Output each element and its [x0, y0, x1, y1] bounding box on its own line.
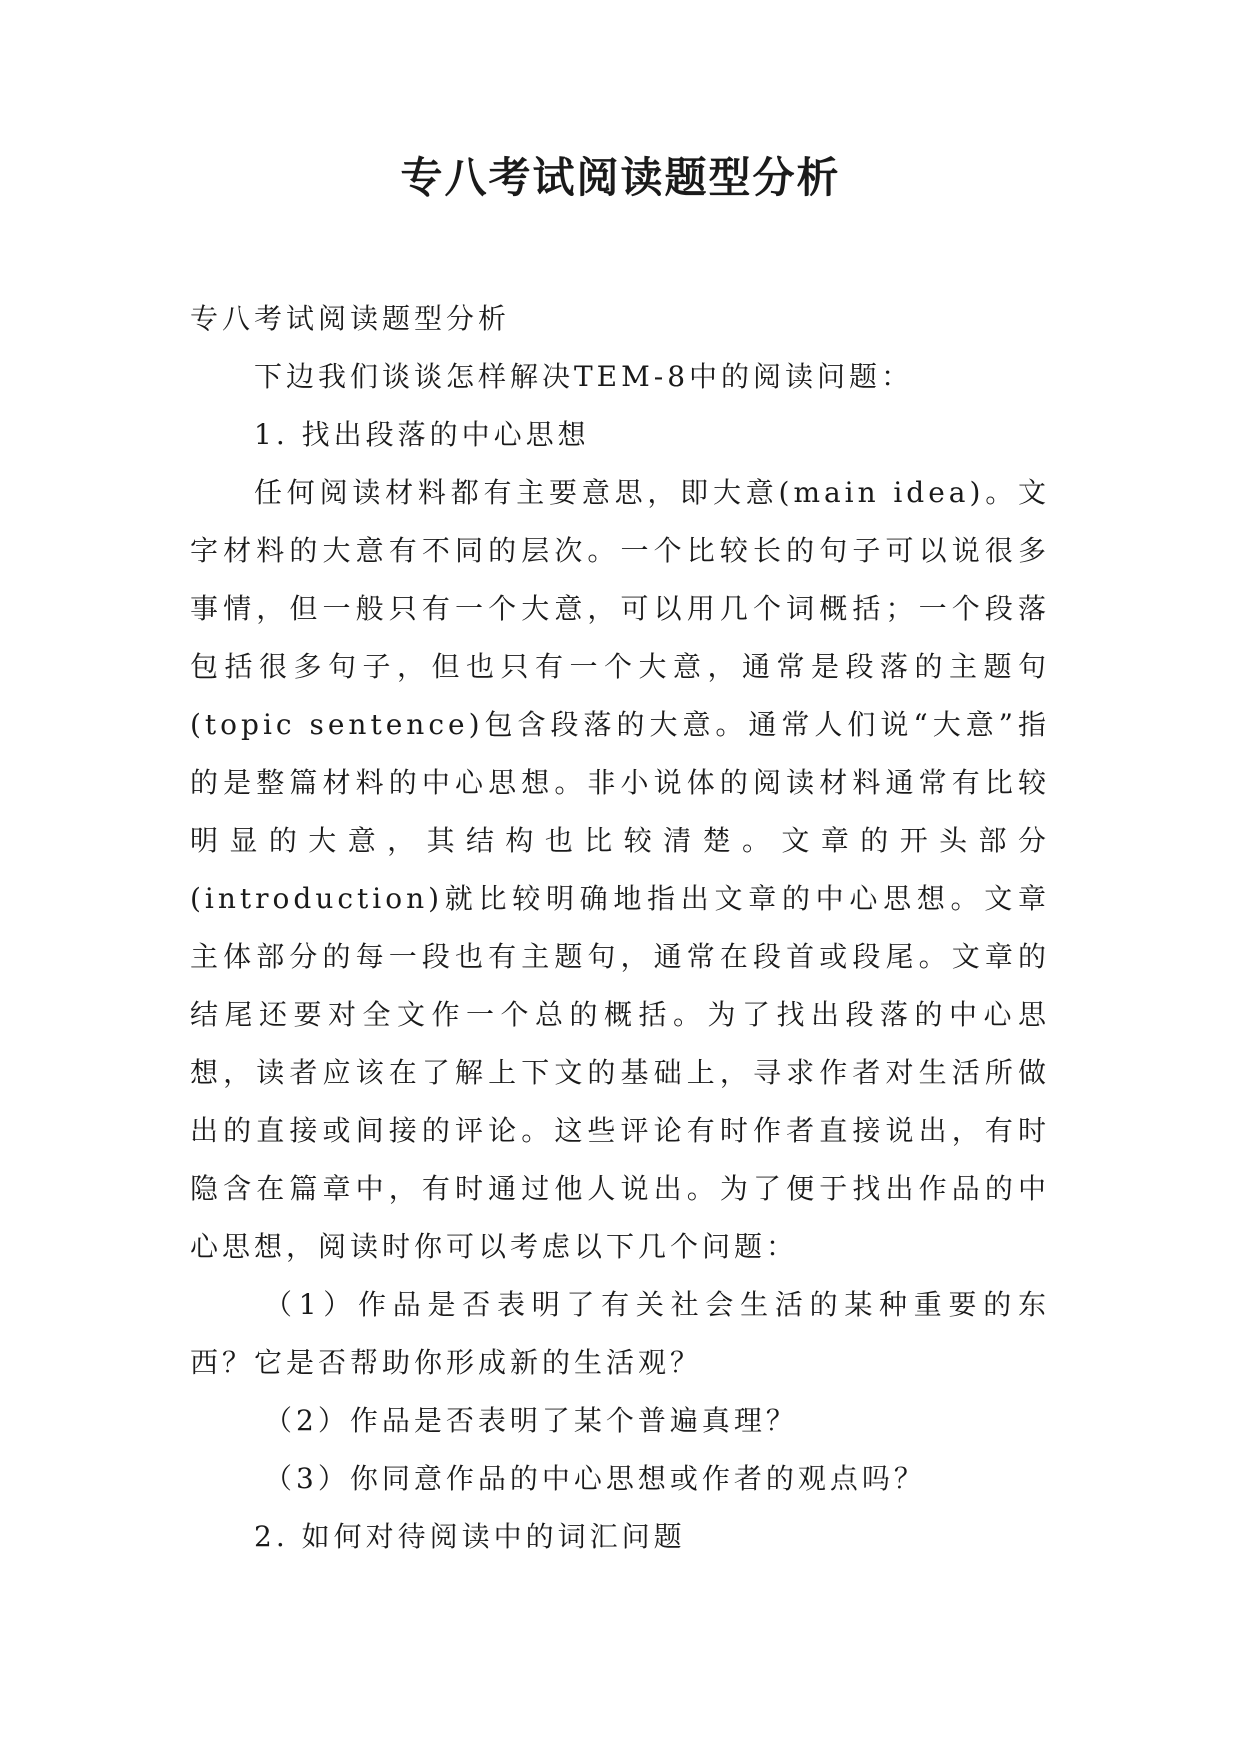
section-heading-1: 1. 找出段落的中心思想	[254, 418, 590, 451]
subtitle-paragraph: 专八考试阅读题型分析	[190, 302, 511, 335]
main-idea-paragraph: 任何阅读材料都有主要意思，即大意(main idea)。文字材料的大意有不同的层次。一个比较长的句子可以说很多事情，但一般只有一个大意，可以用几个词概括；一个段落包括很多句子，但也只有一个大意，通常是段落的主题句(topic sentence)包含段落的大意。通常人们说“大意”指的是整篇材料的中心思想。非小说体的阅读材料通常有比较明显的大意，其结构也比较清楚。文章的开头部分(introduction)就比较明确地指出文章的中心思想。文章主体部分的每一段也有主题句，通常在段首或段尾。文章的结尾还要对全文作一个总的概括。为了找出段落的中心思想，读者应该在了解上下文的基础上，寻求作者对生活所做出的直接或间接的评论。这些评论有时作者直接说出，有时隐含在篇章中，有时通过他人说出。为了便于找出作品的中心思想，阅读时你可以考虑以下几个问题：	[190, 476, 1050, 1263]
question-item-3: （3）你同意作品的中心思想或作者的观点吗？	[264, 1462, 926, 1495]
document-body	[190, 290, 1050, 1566]
document-title: 专八考试阅读题型分析	[400, 153, 841, 202]
intro-paragraph: 下边我们谈谈怎样解决TEM-8中的阅读问题：	[254, 360, 914, 393]
section-heading-2: 2. 如何对待阅读中的词汇问题	[254, 1520, 686, 1553]
question-item-1: （1）作品是否表明了有关社会生活的某种重要的东西？它是否帮助你形成新的生活观？	[190, 1288, 1050, 1379]
question-item-2: （2）作品是否表明了某个普遍真理？	[264, 1404, 798, 1437]
